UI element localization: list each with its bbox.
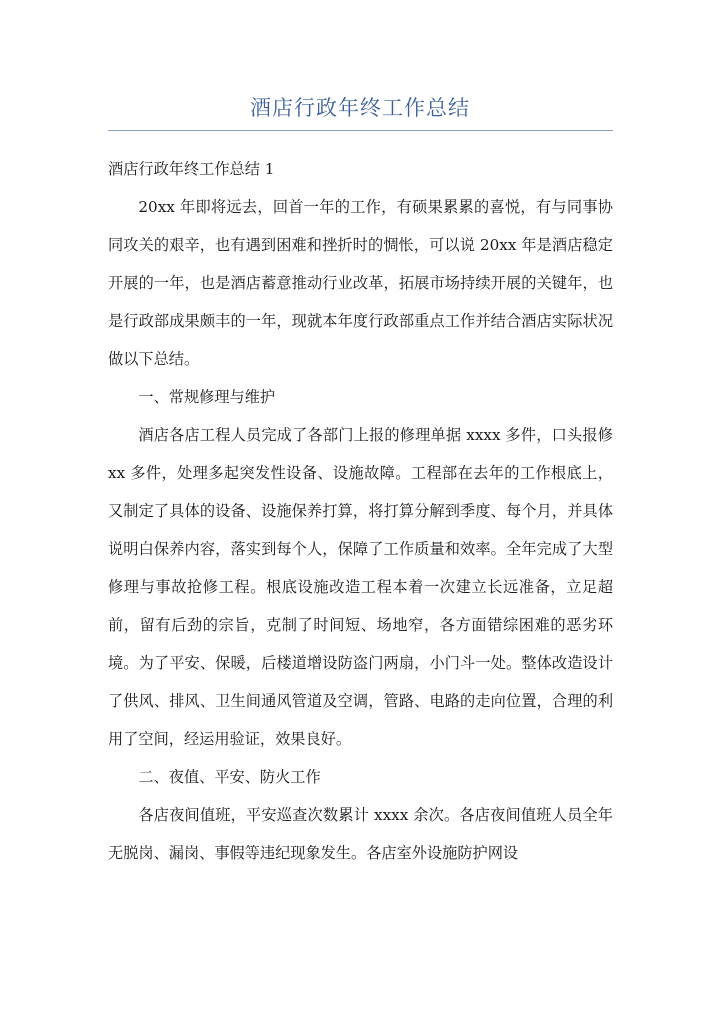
- section-subtitle: 酒店行政年终工作总结 1: [108, 160, 275, 178]
- section-heading-safety: 二、夜值、平安、防火工作: [138, 768, 321, 786]
- section-heading-maintenance: 一、常规修理与维护: [138, 388, 276, 406]
- paragraph-intro: 20xx 年即将远去，回首一年的工作，有硕果累累的喜悦，有与同事协同攻关的艰辛，也有遇到困难和挫折时的惆怅，可以说 20xx 年是酒店稳定开展的一年，也是酒店蓄意推动行业改革，拓展市场持续开展的关键年，也是行政部成果颇丰的一年，现就本年度行政部重点工作并结合酒店实际状况做以下总结。: [108, 198, 613, 368]
- paragraph-safety: 各店夜间值班，平安巡查次数累计 xxxx 余次。各店夜间值班人员全年无脱岗、漏岗、事假等违纪现象发生。各店室外设施防护网设: [108, 806, 613, 862]
- document-body: [108, 150, 613, 872]
- title-divider: [108, 130, 613, 131]
- paragraph-maintenance: 酒店各店工程人员完成了各部门上报的修理单据 xxxx 多件，口头报修 xx 多件，处理多起突发性设备、设施故障。工程部在去年的工作根底上，又制定了具体的设备、设施保养打算，将打算分解到季度、每个月，并具体说明白保养内容，落实到每个人，保障了工作质量和效率。全年完成了大型修理与事故抢修工程。根底设施改造工程本着一次建立长远准备，立足超前，留有后劲的宗旨，克制了时间短、场地窄，各方面错综困难的恶劣环境。为了平安、保暖，后楼道增设防盗门两扇，小门斗一处。整体改造设计了供风、排风、卫生间通风管道及空调，管路、电路的走向位置，合理的利用了空间，经运用验证，效果良好。: [108, 426, 613, 748]
- document-title: 酒店行政年终工作总结: [250, 96, 470, 120]
